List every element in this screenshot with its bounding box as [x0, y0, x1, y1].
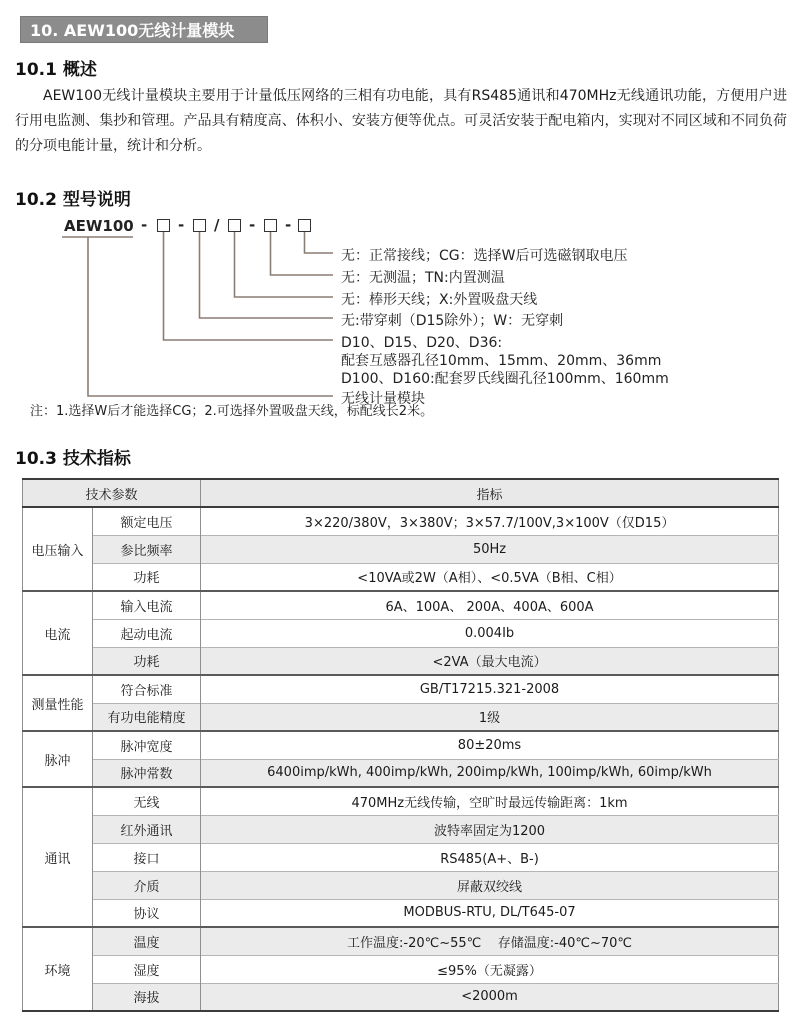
- model-prefix: AEW100: [64, 217, 134, 235]
- param-cell: 功耗: [93, 563, 201, 591]
- group-cell: 电流: [23, 591, 93, 675]
- model-heading: 10.2 型号说明: [15, 190, 131, 210]
- param-cell: 温度: [93, 927, 201, 955]
- param-cell: 红外通讯: [93, 815, 201, 843]
- model-separator: -: [249, 216, 256, 234]
- model-separator: /: [214, 216, 220, 234]
- table-row: [23, 563, 779, 591]
- group-cell: 环境: [23, 927, 93, 1011]
- spec-heading: 10.3 技术指标: [15, 449, 131, 469]
- model-note: 注：1.选择W后才能选择CG；2.可选择外置吸盘天线，标配线长2米。: [30, 404, 434, 419]
- value-cell: <2000m: [201, 983, 779, 1011]
- value-cell: 波特率固定为1200: [201, 815, 779, 843]
- callout-wiring: 无：正常接线；CG：选择W后可选磁钢取电压: [341, 248, 628, 264]
- table-row: [23, 927, 779, 955]
- spec-table-grid: [22, 478, 779, 1012]
- callout-aperture-detail-1: 配套互感器孔径10mm、15mm、20mm、36mm: [341, 353, 662, 369]
- chapter-title-bar: [20, 16, 268, 43]
- table-row: [23, 703, 779, 731]
- table-row: [23, 647, 779, 675]
- param-cell: 输入电流: [93, 591, 201, 619]
- chapter-title: 10. AEW100无线计量模块: [30, 21, 235, 40]
- param-cell: 协议: [93, 899, 201, 927]
- param-cell: 介质: [93, 871, 201, 899]
- model-field-box-2: [193, 219, 206, 232]
- value-cell: 470MHz无线传输，空旷时最远传输距离：1km: [201, 787, 779, 815]
- group-cell: 电压输入: [23, 507, 93, 591]
- model-field-box-5: [298, 219, 311, 232]
- param-cell: 海拔: [93, 983, 201, 1011]
- table-row: [23, 787, 779, 815]
- table-row: [23, 591, 779, 619]
- param-cell: 符合标准: [93, 675, 201, 703]
- callout-module-name: 无线计量模块: [341, 391, 425, 407]
- param-cell: 脉冲常数: [93, 759, 201, 787]
- param-cell: 无线: [93, 787, 201, 815]
- table-row: [23, 871, 779, 899]
- overview-heading: 10.1 概述: [15, 60, 97, 80]
- value-cell: 50Hz: [201, 535, 779, 563]
- group-cell: 脉冲: [23, 731, 93, 787]
- param-cell: 接口: [93, 843, 201, 871]
- callout-antenna: 无：棒形天线；X:外置吸盘天线: [341, 292, 538, 308]
- value-cell: 6400imp/kWh, 400imp/kWh, 200imp/kWh, 100imp/kWh, 60imp/kWh: [201, 759, 779, 787]
- model-separator: -: [285, 216, 292, 234]
- value-cell: 3×220/380V，3×380V；3×57.7/100V,3×100V（仅D15）: [201, 507, 779, 535]
- param-cell: 起动电流: [93, 619, 201, 647]
- value-cell: 6A、100A、 200A、400A、600A: [201, 591, 779, 619]
- table-row: [23, 535, 779, 563]
- value-cell: 工作温度:-20℃~55℃ 存储温度:-40℃~70℃: [201, 927, 779, 955]
- callout-piercing: 无:带穿刺（D15除外）；W：无穿刺: [341, 313, 564, 329]
- callout-aperture-detail-2: D100、D160:配套罗氏线圈孔径100mm、160mm: [341, 371, 669, 387]
- table-row: [23, 731, 779, 759]
- table-row: [23, 675, 779, 703]
- param-cell: 湿度: [93, 955, 201, 983]
- value-cell: 1级: [201, 703, 779, 731]
- table-row: [23, 983, 779, 1011]
- param-cell: 额定电压: [93, 507, 201, 535]
- param-cell: 有功电能精度: [93, 703, 201, 731]
- table-row: [23, 815, 779, 843]
- table-row: [23, 619, 779, 647]
- value-cell: 80±20ms: [201, 731, 779, 759]
- param-cell: 参比频率: [93, 535, 201, 563]
- callout-aperture-models: D10、D15、D20、D36:: [341, 335, 503, 351]
- param-cell: 功耗: [93, 647, 201, 675]
- value-cell: <10VA或2W（A相）、<0.5VA（B相、C相）: [201, 563, 779, 591]
- table-row: [23, 759, 779, 787]
- model-field-box-1: [157, 219, 170, 232]
- value-cell: GB/T17215.321-2008: [201, 675, 779, 703]
- table-row: [23, 955, 779, 983]
- model-separator: -: [178, 216, 185, 234]
- table-row: [23, 843, 779, 871]
- value-cell: ≤95%（无凝露）: [201, 955, 779, 983]
- value-cell: MODBUS-RTU, DL/T645-07: [201, 899, 779, 927]
- overview-paragraph: AEW100无线计量模块主要用于计量低压网络的三相有功电能，具有RS485通讯和470MHz无线通讯功能，方便用户进行用电监测、集抄和管理。产品具有精度高、体积小、安装方便等优点。可灵活安装于配电箱内，实现对不同区域和不同负荷的分项电能计量，统计和分析。: [15, 88, 787, 154]
- group-cell: 测量性能: [23, 675, 93, 731]
- param-cell: 脉冲宽度: [93, 731, 201, 759]
- header-params: 技术参数: [23, 479, 201, 507]
- callout-temperature-measure: 无：无测温；TN:内置测温: [341, 270, 505, 286]
- value-cell: 屏蔽双绞线: [201, 871, 779, 899]
- header-spec: 指标: [201, 479, 779, 507]
- table-row: [23, 899, 779, 927]
- model-field-box-3: [228, 219, 241, 232]
- value-cell: <2VA（最大电流）: [201, 647, 779, 675]
- group-cell: 通讯: [23, 787, 93, 927]
- value-cell: 0.004Ib: [201, 619, 779, 647]
- value-cell: RS485(A+、B-): [201, 843, 779, 871]
- model-field-box-4: [264, 219, 277, 232]
- spec-table: [22, 478, 779, 1012]
- table-row: [23, 507, 779, 535]
- table-header-row: [23, 479, 779, 507]
- model-separator: -: [141, 216, 148, 234]
